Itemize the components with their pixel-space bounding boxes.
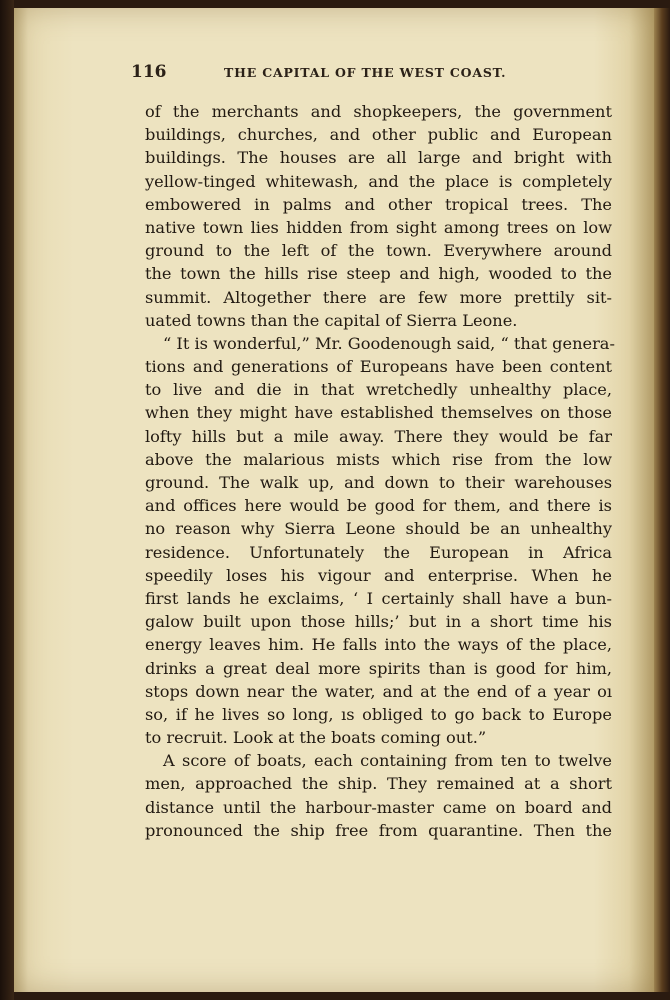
text-line: and offices here would be good for them, and there is [145,496,612,516]
page-number: 116 [131,62,167,82]
text-line: native town lies hidden from sight among trees on low [145,217,612,237]
text-line: to recruit. Look at the boats coming out.” [145,728,487,748]
text-line: ground. The walk up, and down to their warehouses [145,473,612,492]
text-line: so, if he lives so long, ıs obliged to go back to Europe [145,704,612,724]
text-line: uated towns than the capital of Sierra Leone. [145,310,518,330]
text-line: “ It is wonderful,” Mr. Goodenough said, “ that genera- [163,333,615,353]
page-header [131,62,611,86]
text-line: energy leaves him. He falls into the ways of the place, [145,635,612,655]
text-line: the town the hills rise steep and high, wooded to the [145,264,612,284]
text-line: residence. Unfortunately the European in Africa [145,542,612,562]
text-line: to live and die in that wretchedly unhealthy place, [145,380,612,400]
running-head: THE CAPITAL OF THE WEST COAST. [224,65,507,80]
text-line: summit. Altogether there are few more prettily sit- [145,287,612,307]
text-line: embowered in palms and other tropical trees. The [145,194,612,214]
text-line: stops down near the water, and at the end of a year oı [145,681,612,701]
book-gutter [0,0,14,1000]
text-line: no reason why Sierra Leone should be an unhealthy [145,519,612,539]
body-text [145,100,615,842]
text-line: buildings, churches, and other public and European [145,125,612,145]
text-line: yellow-tinged whitewash, and the place is completely [145,171,612,191]
text-line: tions and generations of Europeans have been content [145,357,612,377]
text-line: pronounced the ship free from quarantine. Then the [145,820,612,840]
text-line: lofty hills but a mile away. There they would be far [145,426,612,446]
text-line: of the merchants and shopkeepers, the government [145,102,612,121]
text-line: when they might have established themselves on those [145,403,612,423]
text-line: drinks a great deal more spirits than is good for him, [145,658,612,678]
text-line: A score of boats, each containing from ten to twelve [163,751,612,771]
text-line: first lands he exclaims, ‘ I certainly shall have a bun- [145,588,612,608]
text-line: ground to the left of the town. Everywhere around [145,241,612,261]
page-edge [654,8,670,992]
text-line: galow built upon those hills;’ but in a short time his [145,612,612,632]
text-line: speedily loses his vigour and enterprise. When he [145,565,612,585]
text-line: above the malarious mists which rise from the low [145,449,612,469]
text-line: men, approached the ship. They remained at a short [145,774,612,794]
text-line: buildings. The houses are all large and bright with [145,148,612,168]
text-line: distance until the harbour-master came on board and [145,797,612,817]
